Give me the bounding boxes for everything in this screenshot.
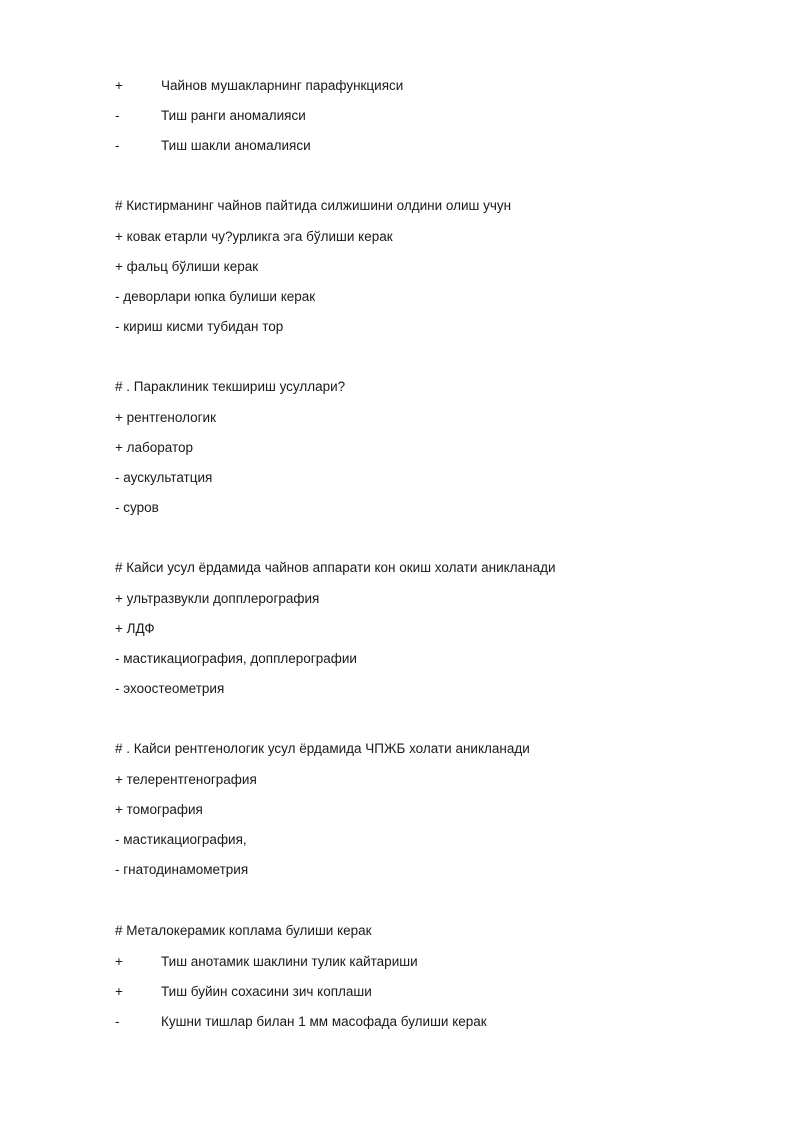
question-line: # Кайси усул ёрдамида чайнов аппарати кон окиш холати аникланади bbox=[115, 560, 556, 575]
answer-text: Тиш буйин сохасини зич коплаши bbox=[161, 984, 372, 999]
answer-line: - мастикациография, bbox=[115, 832, 247, 847]
answer-marker: - bbox=[115, 108, 120, 123]
answer-line: + телерентгенография bbox=[115, 772, 257, 787]
answer-marker: + bbox=[115, 954, 123, 969]
answer-line bbox=[115, 1014, 487, 1030]
answer-text: Тиш ранги аномалияси bbox=[161, 108, 306, 123]
answer-text: Чайнов мушакларнинг парафункцияси bbox=[161, 78, 404, 93]
answer-line: + томография bbox=[115, 802, 203, 817]
answer-text: Кушни тишлар билан 1 мм масофада булиши керак bbox=[161, 1014, 487, 1029]
answer-line: + ковак етарли чу?урликга эга бўлиши керак bbox=[115, 229, 393, 244]
answer-line: - аускультатция bbox=[115, 470, 213, 485]
answer-line: + ультразвукли допплерография bbox=[115, 591, 320, 606]
answer-line bbox=[115, 138, 311, 154]
answer-marker: - bbox=[115, 1014, 120, 1029]
answer-line: - эхоостеометрия bbox=[115, 681, 225, 696]
question-line: # . Кайси рентгенологик усул ёрдамида ЧПЖБ холати аникланади bbox=[115, 741, 530, 756]
answer-line: - деворлари юпка булиши керак bbox=[115, 289, 316, 304]
answer-text: Тиш анотамик шаклини тулик кайтариши bbox=[161, 954, 418, 969]
answer-text: Тиш шакли аномалияси bbox=[161, 138, 311, 153]
answer-line: + ЛДФ bbox=[115, 621, 155, 636]
answer-line: - гнатодинамометрия bbox=[115, 862, 249, 877]
answer-line: - мастикациография, допплерографии bbox=[115, 651, 357, 666]
answer-line: + рентгенологик bbox=[115, 410, 216, 425]
answer-marker: - bbox=[115, 138, 120, 153]
question-line: # Металокерамик коплама булиши керак bbox=[115, 923, 372, 938]
answer-line: + лаборатор bbox=[115, 440, 194, 455]
answer-marker: + bbox=[115, 78, 123, 93]
answer-line bbox=[115, 954, 418, 970]
question-line: # . Параклиник текшириш усуллари? bbox=[115, 379, 346, 394]
answer-line bbox=[115, 108, 306, 124]
question-line: # Кистирманинг чайнов пайтида силжишини олдини олиш учун bbox=[115, 198, 512, 213]
answer-line: - суров bbox=[115, 500, 159, 515]
answer-line: + фальц бўлиши керак bbox=[115, 259, 259, 274]
answer-line bbox=[115, 78, 403, 94]
answer-marker: + bbox=[115, 984, 123, 999]
answer-line bbox=[115, 984, 372, 1000]
answer-line: - кириш кисми тубидан тор bbox=[115, 319, 284, 334]
